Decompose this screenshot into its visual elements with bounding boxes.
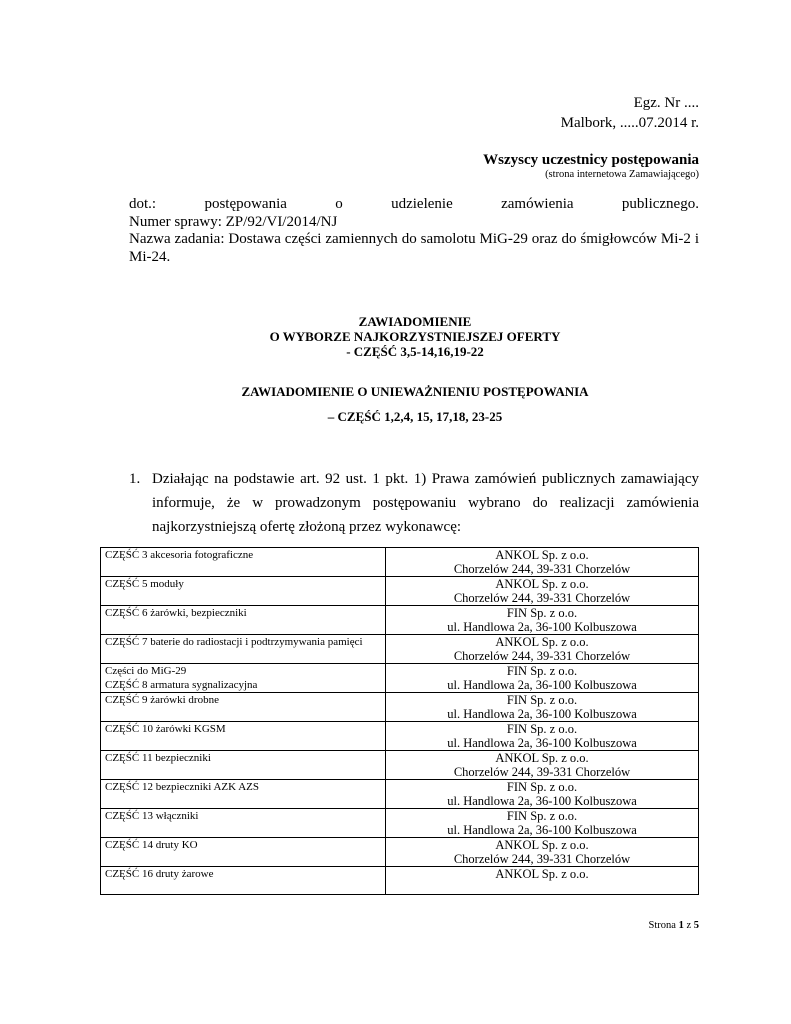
- vendor-address: ul. Handlowa 2a, 36-100 Kolbuszowa: [447, 794, 637, 808]
- notice-selection-line: O WYBORZE NAJKORZYSTNIEJSZEJ OFERTY: [269, 329, 561, 344]
- part-text: CZĘŚĆ 7 baterie do radiostacji i podtrzymywania pamięci: [105, 636, 363, 648]
- vendor-address: Chorzelów 244, 39-331 Chorzelów: [453, 852, 631, 866]
- part-text: CZĘŚĆ 8 armatura sygnalizacyjna: [105, 679, 258, 691]
- vendor-name: FIN Sp. z o.o.: [506, 780, 578, 794]
- part-text: CZĘŚĆ 9 żarówki drobne: [105, 694, 219, 706]
- part-text: CZĘŚĆ 5 moduły: [105, 578, 184, 590]
- vendor-address: ul. Handlowa 2a, 36-100 Kolbuszowa: [447, 620, 637, 634]
- results-table: [100, 547, 699, 895]
- page-label: Strona: [648, 920, 676, 931]
- vendor-name: ANKOL Sp. z o.o.: [495, 867, 589, 881]
- part-text: CZĘŚĆ 16 druty żarowe: [105, 868, 214, 880]
- paragraph-number: 1.: [129, 471, 141, 487]
- vendor-address: Chorzelów 244, 39-331 Chorzelów: [453, 562, 631, 576]
- table-row: [101, 751, 699, 780]
- notice-selection-line: ZAWIADOMIENIE: [358, 314, 472, 329]
- addressee-note: (strona internetowa Zamawiającego): [545, 169, 699, 180]
- notice-cancellation-title: [100, 384, 730, 424]
- table-row: [101, 780, 699, 809]
- vendor-name: FIN Sp. z o.o.: [506, 664, 578, 678]
- part-cell: [101, 838, 386, 867]
- case-number: Numer sprawy: ZP/92/VI/2014/NJ: [129, 213, 338, 230]
- subject-word: udzielenie: [391, 196, 453, 212]
- part-cell: [101, 751, 386, 780]
- vendor-cell: [386, 693, 699, 722]
- part-cell: [101, 867, 386, 895]
- notice-selection-title: [100, 314, 730, 359]
- vendor-name: ANKOL Sp. z o.o.: [495, 838, 589, 852]
- vendor-address: ul. Handlowa 2a, 36-100 Kolbuszowa: [447, 707, 637, 721]
- copy-number: Egz. Nr ....: [633, 95, 699, 111]
- part-cell: [101, 548, 386, 577]
- table-row: [101, 693, 699, 722]
- page-separator: z: [686, 920, 692, 931]
- table-row: [101, 635, 699, 664]
- vendor-address: ul. Handlowa 2a, 36-100 Kolbuszowa: [447, 736, 637, 750]
- vendor-cell: [386, 664, 699, 693]
- vendor-name: ANKOL Sp. z o.o.: [495, 577, 589, 591]
- part-text: CZĘŚĆ 3 akcesoria fotograficzne: [105, 549, 254, 561]
- subject-word: publicznego.: [621, 196, 699, 212]
- table-row: [101, 867, 699, 895]
- vendor-cell: [386, 577, 699, 606]
- table-row: [101, 838, 699, 867]
- part-cell: [101, 664, 386, 693]
- vendor-cell: [386, 867, 699, 895]
- paragraph-text: Działając na podstawie art. 92 ust. 1 pkt. 1) Prawa zamówień publicznych zamawiający informuje, że w prowadzonym postępowaniu wybrano do realizacji zamówienia najkorzystniejszą ofertę złożoną przez wykonawcę:: [152, 471, 699, 535]
- part-cell: [101, 722, 386, 751]
- part-text: Części do MiG-29: [105, 665, 187, 677]
- subject-word: o: [335, 196, 343, 212]
- vendor-cell: [386, 606, 699, 635]
- place-date: Malbork, .....07.2014 r.: [560, 115, 699, 131]
- page-total: 5: [693, 920, 699, 931]
- part-text: CZĘŚĆ 14 druty KO: [105, 839, 198, 851]
- table-row: [101, 606, 699, 635]
- vendor-cell: [386, 751, 699, 780]
- vendor-cell: [386, 722, 699, 751]
- part-cell: [101, 809, 386, 838]
- vendor-address: Chorzelów 244, 39-331 Chorzelów: [453, 765, 631, 779]
- notice-cancellation-line: ZAWIADOMIENIE O UNIEWAŻNIENIU POSTĘPOWANIA: [241, 384, 589, 399]
- vendor-name: FIN Sp. z o.o.: [506, 693, 578, 707]
- subject-line: [129, 196, 699, 214]
- subject-word: dot.:: [129, 196, 157, 212]
- vendor-cell: [386, 635, 699, 664]
- table-row: [101, 577, 699, 606]
- table-row: [101, 722, 699, 751]
- table-row: [101, 809, 699, 838]
- vendor-name: FIN Sp. z o.o.: [506, 722, 578, 736]
- table-row: [101, 664, 699, 693]
- vendor-name: ANKOL Sp. z o.o.: [495, 751, 589, 765]
- part-cell: [101, 693, 386, 722]
- part-text: CZĘŚĆ 13 włączniki: [105, 810, 199, 822]
- vendor-name: FIN Sp. z o.o.: [506, 606, 578, 620]
- vendor-name: FIN Sp. z o.o.: [506, 809, 578, 823]
- part-cell: [101, 577, 386, 606]
- vendor-address: Chorzelów 244, 39-331 Chorzelów: [453, 649, 631, 663]
- part-cell: [101, 635, 386, 664]
- part-text: CZĘŚĆ 11 bezpieczniki: [105, 752, 211, 764]
- part-text: CZĘŚĆ 10 żarówki KGSM: [105, 723, 226, 735]
- page-footer: [649, 920, 699, 931]
- addressee: Wszyscy uczestnicy postępowania: [483, 152, 699, 168]
- vendor-address: Chorzelów 244, 39-331 Chorzelów: [453, 591, 631, 605]
- part-cell: [101, 606, 386, 635]
- vendor-cell: [386, 548, 699, 577]
- vendor-address: ul. Handlowa 2a, 36-100 Kolbuszowa: [447, 823, 637, 837]
- page-current: 1: [678, 920, 684, 931]
- part-text: CZĘŚĆ 12 bezpieczniki AZK AZS: [105, 781, 259, 793]
- vendor-cell: [386, 780, 699, 809]
- vendor-cell: [386, 838, 699, 867]
- part-cell: [101, 780, 386, 809]
- vendor-address: ul. Handlowa 2a, 36-100 Kolbuszowa: [447, 678, 637, 692]
- vendor-cell: [386, 809, 699, 838]
- vendor-name: ANKOL Sp. z o.o.: [495, 548, 589, 562]
- paragraph-1: [129, 467, 699, 539]
- subject-block: [129, 196, 699, 266]
- table-row: [101, 548, 699, 577]
- subject-word: zamówienia: [501, 196, 574, 212]
- part-text: CZĘŚĆ 6 żarówki, bezpieczniki: [105, 607, 247, 619]
- task-name: Nazwa zadania: Dostawa części zamiennych do samolotu MiG-29 oraz do śmigłowców Mi-2 i Mi-24.: [129, 231, 699, 265]
- notice-cancellation-line: – CZĘŚĆ 1,2,4, 15, 17,18, 23-25: [327, 409, 503, 424]
- notice-selection-line: - CZĘŚĆ 3,5-14,16,19-22: [346, 344, 484, 359]
- vendor-name: ANKOL Sp. z o.o.: [495, 635, 589, 649]
- subject-word: postępowania: [204, 196, 287, 212]
